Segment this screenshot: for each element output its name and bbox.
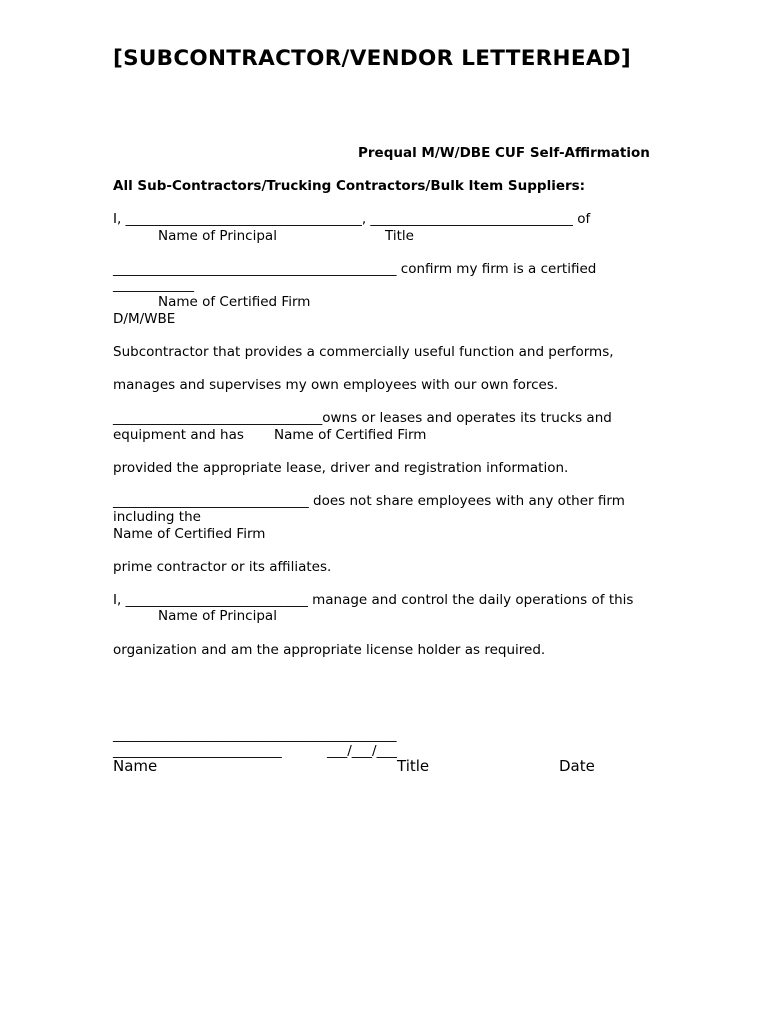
equipment-and-has-line: equipment and has: [113, 427, 244, 443]
signature-title-label: Title: [397, 757, 430, 775]
signature-name-label: Name: [113, 757, 158, 775]
paragraph-lease-driver-registration: provided the appropriate lease, driver and registration information.: [113, 460, 569, 476]
caption-name-of-certified-firm-2: Name of Certified Firm: [274, 427, 427, 443]
share-employees-blank-line: _____________________________ does not share employees with any other firm: [113, 493, 625, 509]
caption-name-of-certified-firm-3: Name of Certified Firm: [113, 526, 266, 542]
letterhead: [SUBCONTRACTOR/VENDOR LETTERHEAD]: [113, 46, 632, 71]
paragraph-prime-contractor: prime contractor or its affiliates.: [113, 559, 332, 575]
addressee-line: All Sub-Contractors/Trucking Contractors/Bulk Item Suppliers:: [113, 178, 586, 194]
including-the-line: including the: [113, 509, 201, 525]
caption-title: Title: [385, 228, 414, 244]
dmwbe-line: D/M/WBE: [113, 311, 176, 327]
certified-firm-blank-continuation: ____________: [113, 277, 194, 293]
signature-line: __________________________________________: [113, 727, 397, 743]
paragraph-license-holder: organization and am the appropriate license holder as required.: [113, 642, 546, 658]
certified-firm-blank-line: __________________________________________ confirm my firm is a certified: [113, 261, 597, 277]
document-title: Prequal M/W/DBE CUF Self-Affirmation: [358, 145, 650, 161]
trucks-equipment-blank-line: _______________________________owns or leases and operates its trucks and: [113, 410, 612, 426]
date-blank-line: ___/___/___: [327, 743, 397, 759]
caption-name-of-principal: Name of Principal: [158, 228, 277, 244]
paragraph-commercially-useful-function: Subcontractor that provides a commercially useful function and performs,: [113, 344, 614, 360]
paragraph-manages-employees: manages and supervises my own employees with our own forces.: [113, 377, 559, 393]
name-title-blank-line: _________________________: [113, 743, 282, 759]
manage-control-blank-line: I, ___________________________ manage and control the daily operations of this: [113, 592, 634, 608]
caption-name-of-certified-firm: Name of Certified Firm: [158, 294, 311, 310]
caption-name-of-principal-2: Name of Principal: [158, 608, 277, 624]
principal-title-blank-line: I, ___________________________________, ______________________________ of: [113, 211, 591, 227]
signature-date-label: Date: [559, 757, 595, 775]
